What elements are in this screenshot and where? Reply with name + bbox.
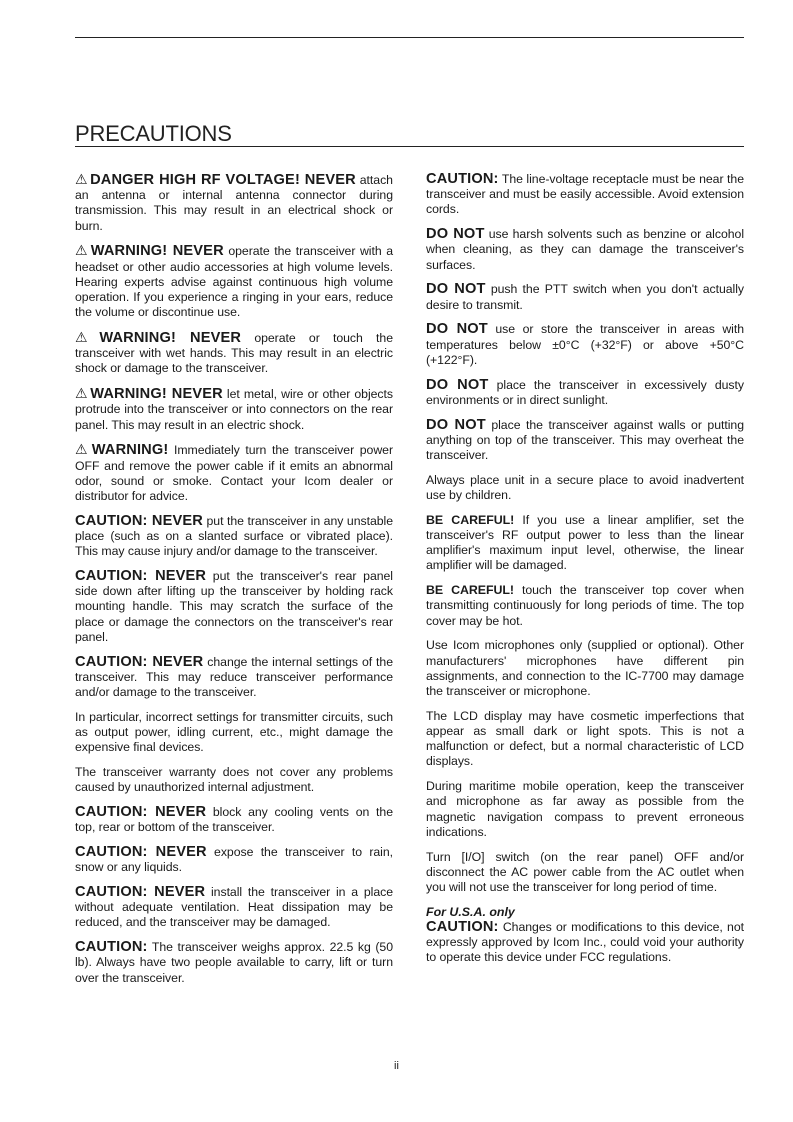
paragraph-lead: CAUTION: [426, 171, 499, 187]
paragraph-text: put the transceiver in any unstable place (such as on a slanted surface or vibrated place). This may cause injury and/or damage to the transceiver. [75, 513, 393, 559]
paragraph-lead: CAUTION: NEVER [75, 568, 207, 585]
paragraph-text: In particular, incorrect settings for transmitter circuits, such as output power, idling current, etc., might damage the expensive final devices. [75, 709, 393, 755]
paragraph-lead: WARNING! [91, 442, 169, 459]
paragraph-text: install the transceiver in a place without adequate ventilation. Heat dissipation may be reduced, and the transceiver may be damaged. [75, 885, 393, 930]
warning-triangle-icon: ⚠ [75, 242, 89, 259]
paragraph-text: use or store the transceiver in areas with temperatures below ±0°C (+32°F) or above +50°C (+122°F). [426, 322, 745, 367]
paragraph-text: The transceiver warranty does not cover any problems caused by unauthorized internal adjustment. [75, 765, 393, 795]
caution-receptacle-paragraph [426, 172, 744, 218]
caution-weight-paragraph [75, 940, 393, 986]
caution-rain-paragraph [75, 845, 393, 875]
paragraph-lead: CAUTION: NEVER [75, 884, 206, 901]
paragraph-text: Use Icom microphones only (supplied or optional). Other manufacturers' microphones have different pin assignments, and connection to the IC-7700 may damage the transceiver or microphone. [426, 638, 744, 699]
paragraph-text: let metal, wire or other objects protrude into the transceiver or into connectors on the rear panel. This may result in an electric shock. [75, 387, 393, 432]
do-not-dusty-paragraph [426, 378, 744, 408]
paragraph-text: touch the transceiver top cover when transmitting continuously for long periods of time. The top cover may be hot. [426, 583, 744, 628]
paragraph-text: change the internal settings of the transceiver. This may reduce transceiver performance and/or damage to the transceiver. [75, 654, 393, 700]
paragraph-text: place the transceiver in excessively dusty environments or in direct sunlight. [426, 377, 744, 407]
paragraph-text: attach an antenna or internal antenna connector during transmission. This may result in an electrical shock or burn. [75, 173, 393, 233]
title-rule [75, 146, 744, 147]
do-not-solvents-paragraph [426, 227, 744, 273]
paragraph-text: operate or touch the transceiver with wet hands. This may result in an electric shock or damage to the transceiver. [75, 331, 393, 376]
paragraph-text: push the PTT switch when you don't actually desire to transmit. [426, 282, 745, 312]
paragraph-lead: DO NOT [426, 416, 486, 433]
do-not-ptt-paragraph [426, 282, 744, 312]
caution-ventilation-paragraph [75, 885, 393, 931]
paragraph-text: put the transceiver's rear panel side down after lifting up the transceiver by holding rack mounting handle. This may scratch the surface of the place or damage the connectors on the transceiver's rear panel. [75, 569, 393, 644]
paragraph-text: Changes or modifications to this device, not expressly approved by Icom Inc., could void your authority to operate this device under FCC regulations. [426, 919, 744, 965]
paragraph-lead: CAUTION: NEVER [75, 653, 204, 670]
paragraph-lead: BE CAREFUL! [426, 512, 515, 527]
page-title: PRECAUTIONS [75, 121, 232, 146]
incorrect-settings-paragraph [75, 710, 393, 756]
usa-only-heading: For U.S.A. only [426, 904, 515, 919]
paragraph-text: The LCD display may have cosmetic imperfections that appear as small dark or light spots. This is not a malfunction or defect, but a normal characteristic of LCD displays. [426, 708, 744, 769]
do-not-temperature-paragraph [426, 322, 744, 368]
right-column [426, 172, 744, 975]
paragraph-lead: WARNING! NEVER [90, 386, 223, 403]
caution-cooling-vents-paragraph [75, 805, 393, 835]
paragraph-lead: CAUTION: NEVER [75, 844, 207, 861]
lcd-display-paragraph [426, 709, 744, 770]
paragraph-text: block any cooling vents on the top, rear or bottom of the transceiver. [75, 805, 393, 835]
warning-headset-paragraph [75, 243, 393, 320]
paragraph-lead: CAUTION: NEVER [75, 804, 207, 821]
do-not-walls-paragraph [426, 418, 744, 464]
maritime-paragraph [426, 779, 744, 840]
paragraph-lead: BE CAREFUL! [426, 583, 515, 598]
paragraph-text: operate the transceiver with a headset or other audio accessories at high volume levels. Hearing experts advise against continuous high volume operation. If you experience a ringing in your ears, reduce the volume or discontinue use. [75, 244, 393, 320]
danger-rf-voltage-paragraph [75, 172, 393, 234]
warning-triangle-icon: ⚠ [75, 171, 89, 187]
paragraph-text: The transceiver weighs approx. 22.5 kg (50 lb). Always have two people available to carry, lift or turn over the transceiver. [75, 940, 393, 985]
paragraph-lead: DANGER HIGH RF VOLTAGE! NEVER [90, 172, 356, 188]
paragraph-text: If you use a linear amplifier, set the transceiver's RF output power to less than the linear amplifier's maximum input level, otherwise, the linear amplifier will be damaged. [426, 512, 744, 573]
warning-metal-objects-paragraph [75, 386, 393, 433]
usa-caution-paragraph [426, 920, 744, 966]
warning-triangle-icon: ⚠ [75, 441, 90, 458]
warning-triangle-icon: ⚠ [75, 385, 89, 402]
caution-rear-panel-paragraph [75, 569, 393, 645]
paragraph-lead: CAUTION: [426, 918, 499, 935]
paragraph-text: use harsh solvents such as benzine or alcohol when cleaning, as they can damage the transceiver's surfaces. [426, 227, 745, 272]
page-number: ii [394, 1060, 399, 1072]
paragraph-text: expose the transceiver to rain, snow or any liquids. [75, 845, 393, 875]
paragraph-text: The line-voltage receptacle must be near the transceiver and must be easily accessible. Avoid extension cords. [426, 172, 744, 217]
microphones-paragraph [426, 638, 744, 699]
caution-unstable-place-paragraph [75, 514, 393, 560]
paragraph-lead: WARNING! NEVER [99, 330, 242, 347]
paragraph-text: During maritime mobile operation, keep the transceiver and microphone as far away as possible from the magnetic navigation compass to prevent erroneous indications. [426, 779, 744, 839]
paragraph-lead: DO NOT [426, 321, 488, 338]
be-careful-amplifier-paragraph [426, 513, 744, 574]
left-column [75, 172, 393, 995]
paragraph-lead: CAUTION: NEVER [75, 512, 203, 529]
warning-triangle-icon: ⚠ [75, 329, 98, 346]
power-switch-paragraph [426, 850, 744, 896]
be-careful-top-cover-paragraph [426, 583, 744, 629]
paragraph-lead: WARNING! NEVER [90, 243, 224, 260]
paragraph-lead: DO NOT [426, 281, 486, 298]
paragraph-lead: DO NOT [426, 376, 489, 393]
warning-wet-hands-paragraph [75, 330, 393, 377]
warranty-paragraph [75, 765, 393, 795]
paragraph-lead: CAUTION: [75, 939, 148, 956]
top-rule [75, 37, 744, 38]
paragraph-text: place the transceiver against walls or putting anything on top of the transceiver. This may overheat the transceiver. [426, 417, 744, 463]
warning-power-off-paragraph [75, 442, 393, 504]
caution-internal-settings-paragraph [75, 655, 393, 701]
paragraph-text: Always place unit in a secure place to avoid inadvertent use by children. [426, 472, 744, 503]
paragraph-lead: DO NOT [426, 226, 485, 243]
children-paragraph [426, 473, 744, 503]
paragraph-text: Turn [I/O] switch (on the rear panel) OFF and/or disconnect the AC power cable from the AC outlet when you will not use the transceiver for long period of time. [426, 849, 744, 895]
paragraph-text: Immediately turn the transceiver power OFF and remove the power cable if it emits an abnormal odor, sound or smoke. Contact your Icom dealer or distributor for advice. [75, 443, 393, 504]
